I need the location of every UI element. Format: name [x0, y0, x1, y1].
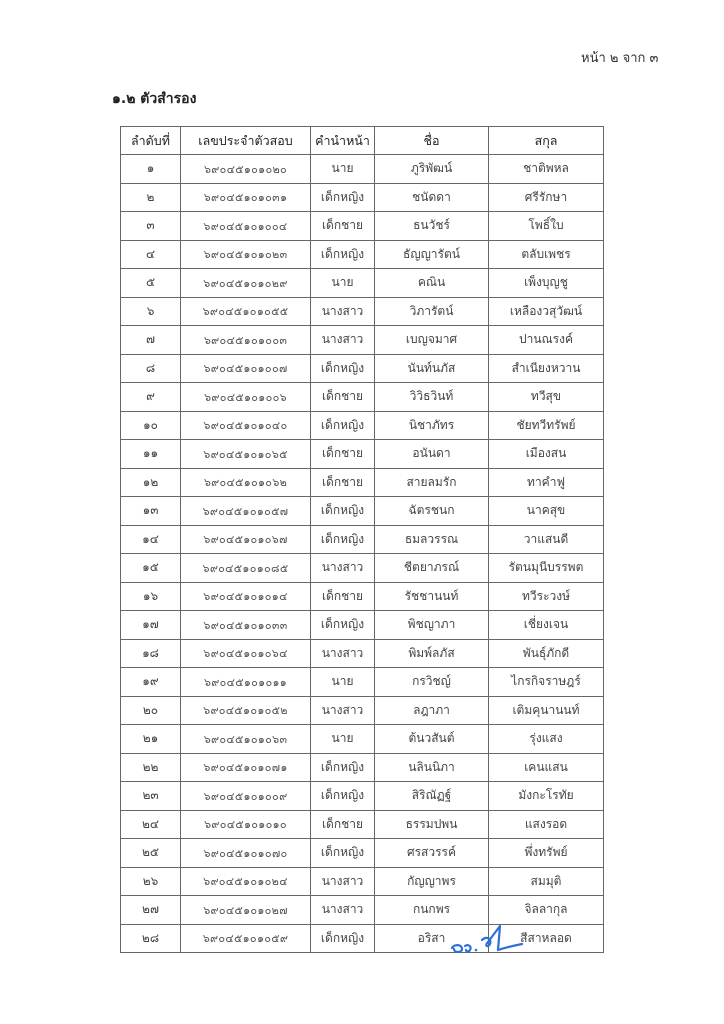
- row-prefix: นาย: [311, 725, 375, 754]
- row-first-name: ธนวัชร์: [375, 212, 489, 241]
- row-exam-id: ๖๙๐๔๕๑๐๑๐๓๓: [181, 611, 311, 640]
- row-exam-id: ๖๙๐๔๕๑๐๑๐๖๕: [181, 440, 311, 469]
- row-order: ๑๖: [121, 582, 181, 611]
- row-prefix: เด็กหญิง: [311, 411, 375, 440]
- row-order: ๒๓: [121, 782, 181, 811]
- row-exam-id: ๖๙๐๔๕๑๐๑๐๑๐: [181, 810, 311, 839]
- row-last-name: โพธิ์ใบ: [489, 212, 604, 241]
- row-first-name: ภูริพัฒน์: [375, 155, 489, 184]
- table-row: [121, 753, 604, 782]
- row-prefix: เด็กชาย: [311, 212, 375, 241]
- row-order: ๒๑: [121, 725, 181, 754]
- reserve-list-table: [120, 126, 604, 953]
- row-order: ๑๘: [121, 639, 181, 668]
- row-first-name: อริสา: [375, 924, 489, 953]
- row-exam-id: ๖๙๐๔๕๑๐๑๐๖๒: [181, 468, 311, 497]
- row-prefix: นาย: [311, 269, 375, 298]
- row-prefix: เด็กชาย: [311, 383, 375, 412]
- table-row: [121, 326, 604, 355]
- row-last-name: เพ็งบุญชู: [489, 269, 604, 298]
- table-row: [121, 411, 604, 440]
- row-prefix: เด็กชาย: [311, 440, 375, 469]
- row-order: ๑๕: [121, 554, 181, 583]
- table-row: [121, 525, 604, 554]
- row-order: ๒๕: [121, 839, 181, 868]
- row-first-name: สิริณัฏฐ์: [375, 782, 489, 811]
- row-last-name: รุ่งแสง: [489, 725, 604, 754]
- row-last-name: นาคสุข: [489, 497, 604, 526]
- row-first-name: วิวิธวินท์: [375, 383, 489, 412]
- row-last-name: ปานณรงค์: [489, 326, 604, 355]
- row-prefix: เด็กหญิง: [311, 611, 375, 640]
- row-last-name: วาแสนดี: [489, 525, 604, 554]
- row-first-name: นลินนิภา: [375, 753, 489, 782]
- table-row: [121, 468, 604, 497]
- table-row: [121, 440, 604, 469]
- row-prefix: นางสาว: [311, 867, 375, 896]
- row-first-name: ธรรมปพน: [375, 810, 489, 839]
- row-exam-id: ๖๙๐๔๕๑๐๑๐๕๙: [181, 924, 311, 953]
- table-row: [121, 240, 604, 269]
- row-prefix: เด็กหญิง: [311, 924, 375, 953]
- row-first-name: ธมลวรรณ: [375, 525, 489, 554]
- row-order: ๑๙: [121, 668, 181, 697]
- row-order: ๔: [121, 240, 181, 269]
- header-last-name: สกุล: [489, 127, 604, 155]
- row-order: ๑๑: [121, 440, 181, 469]
- table-row: [121, 183, 604, 212]
- row-order: ๒๔: [121, 810, 181, 839]
- handwritten-signature-icon: [448, 924, 528, 960]
- row-last-name: เมืองสน: [489, 440, 604, 469]
- row-last-name: ทาคำฟู: [489, 468, 604, 497]
- row-last-name: จิลลากุล: [489, 896, 604, 925]
- table-row: [121, 554, 604, 583]
- row-order: ๑๒: [121, 468, 181, 497]
- row-exam-id: ๖๙๐๔๕๑๐๑๐๒๐: [181, 155, 311, 184]
- row-last-name: เหลืองวสุวัฒน์: [489, 297, 604, 326]
- row-order: ๖: [121, 297, 181, 326]
- table-row: [121, 497, 604, 526]
- row-exam-id: ๖๙๐๔๕๑๐๑๐๐๔: [181, 212, 311, 241]
- header-first-name: ชื่อ: [375, 127, 489, 155]
- page-number: หน้า ๒ จาก ๓: [581, 51, 659, 66]
- row-last-name: มังกะโรทัย: [489, 782, 604, 811]
- header-exam-id: เลขประจำตัวสอบ: [181, 127, 311, 155]
- row-order: ๒๗: [121, 896, 181, 925]
- row-prefix: เด็กหญิง: [311, 183, 375, 212]
- table-row: [121, 383, 604, 412]
- row-order: ๘: [121, 354, 181, 383]
- row-order: ๑: [121, 155, 181, 184]
- row-prefix: เด็กหญิง: [311, 753, 375, 782]
- header-order: ลำดับที่: [121, 127, 181, 155]
- row-last-name: แสงรอด: [489, 810, 604, 839]
- row-first-name: นันท์นภัส: [375, 354, 489, 383]
- row-exam-id: ๖๙๐๔๕๑๐๑๐๕๒: [181, 696, 311, 725]
- row-first-name: วิภารัตน์: [375, 297, 489, 326]
- section-title: ๑.๒ ตัวสำรอง: [112, 91, 197, 107]
- row-order: ๓: [121, 212, 181, 241]
- row-first-name: ชีตยาภรณ์: [375, 554, 489, 583]
- row-first-name: พิชญาภา: [375, 611, 489, 640]
- row-last-name: ทวีระวงษ์: [489, 582, 604, 611]
- row-exam-id: ๖๙๐๔๕๑๐๑๐๑๑: [181, 668, 311, 697]
- table-header-row: [121, 127, 604, 155]
- row-order: ๗: [121, 326, 181, 355]
- row-exam-id: ๖๙๐๔๕๑๐๑๐๒๗: [181, 896, 311, 925]
- table-row: [121, 782, 604, 811]
- row-first-name: ฉัตรชนก: [375, 497, 489, 526]
- row-exam-id: ๖๙๐๔๕๑๐๑๐๖๓: [181, 725, 311, 754]
- table-row: [121, 297, 604, 326]
- row-order: ๑๓: [121, 497, 181, 526]
- row-exam-id: ๖๙๐๔๕๑๐๑๐๖๔: [181, 639, 311, 668]
- table-row: [121, 924, 604, 953]
- row-exam-id: ๖๙๐๔๕๑๐๑๐๒๙: [181, 269, 311, 298]
- row-first-name: ต้นวสันต์: [375, 725, 489, 754]
- row-last-name: ชาติพหล: [489, 155, 604, 184]
- row-first-name: สายลมรัก: [375, 468, 489, 497]
- row-exam-id: ๖๙๐๔๕๑๐๑๐๕๗: [181, 497, 311, 526]
- row-exam-id: ๖๙๐๔๕๑๐๑๐๐๙: [181, 782, 311, 811]
- row-first-name: อนันดา: [375, 440, 489, 469]
- row-order: ๕: [121, 269, 181, 298]
- row-exam-id: ๖๙๐๔๕๑๐๑๐๐๖: [181, 383, 311, 412]
- row-prefix: เด็กหญิง: [311, 497, 375, 526]
- table-row: [121, 354, 604, 383]
- row-first-name: ธัญญารัตน์: [375, 240, 489, 269]
- row-prefix: นางสาว: [311, 297, 375, 326]
- row-prefix: เด็กชาย: [311, 582, 375, 611]
- row-last-name: สมมุติ: [489, 867, 604, 896]
- row-order: ๒๐: [121, 696, 181, 725]
- table-row: [121, 269, 604, 298]
- row-prefix: นางสาว: [311, 896, 375, 925]
- row-first-name: กนกพร: [375, 896, 489, 925]
- row-last-name: ชัยทวีทรัพย์: [489, 411, 604, 440]
- row-first-name: รัชชานนท์: [375, 582, 489, 611]
- row-order: ๒๘: [121, 924, 181, 953]
- row-last-name: ไกรกิจราษฎร์: [489, 668, 604, 697]
- row-exam-id: ๖๙๐๔๕๑๐๑๐๐๗: [181, 354, 311, 383]
- row-first-name: เบญจมาศ: [375, 326, 489, 355]
- row-last-name: เชี่ยงเจน: [489, 611, 604, 640]
- row-order: ๑๔: [121, 525, 181, 554]
- row-exam-id: ๖๙๐๔๕๑๐๑๐๗๑: [181, 753, 311, 782]
- table-row: [121, 696, 604, 725]
- row-last-name: ศรีรักษา: [489, 183, 604, 212]
- row-prefix: เด็กชาย: [311, 468, 375, 497]
- row-exam-id: ๖๙๐๔๕๑๐๑๐๒๔: [181, 867, 311, 896]
- table-row: [121, 867, 604, 896]
- row-prefix: นาย: [311, 668, 375, 697]
- row-prefix: เด็กหญิง: [311, 354, 375, 383]
- row-prefix: เด็กหญิง: [311, 240, 375, 269]
- row-prefix: เด็กชาย: [311, 810, 375, 839]
- row-exam-id: ๖๙๐๔๕๑๐๑๐๒๓: [181, 240, 311, 269]
- row-last-name: เติมคุนานนท์: [489, 696, 604, 725]
- row-first-name: คณิน: [375, 269, 489, 298]
- table-row: [121, 839, 604, 868]
- row-exam-id: ๖๙๐๔๕๑๐๑๐๖๗: [181, 525, 311, 554]
- row-exam-id: ๖๙๐๔๕๑๐๑๐๐๓: [181, 326, 311, 355]
- row-last-name: พันธุ์ภักดี: [489, 639, 604, 668]
- row-order: ๒๖: [121, 867, 181, 896]
- row-prefix: นางสาว: [311, 696, 375, 725]
- row-last-name: สีสาหลอด: [489, 924, 604, 953]
- row-order: ๒๒: [121, 753, 181, 782]
- row-exam-id: ๖๙๐๔๕๑๐๑๐๑๔: [181, 582, 311, 611]
- table-row: [121, 896, 604, 925]
- row-first-name: พิมพ์ลภัส: [375, 639, 489, 668]
- table-row: [121, 639, 604, 668]
- row-exam-id: ๖๙๐๔๕๑๐๑๐๕๕: [181, 297, 311, 326]
- table-row: [121, 155, 604, 184]
- row-exam-id: ๖๙๐๔๕๑๐๑๐๔๐: [181, 411, 311, 440]
- table-row: [121, 582, 604, 611]
- header-prefix: คำนำหน้า: [311, 127, 375, 155]
- row-last-name: พึ่งทรัพย์: [489, 839, 604, 868]
- row-first-name: กรวิชญ์: [375, 668, 489, 697]
- row-first-name: กัญญาพร: [375, 867, 489, 896]
- row-last-name: เคนแสน: [489, 753, 604, 782]
- row-last-name: ตลับเพชร: [489, 240, 604, 269]
- row-prefix: เด็กหญิง: [311, 782, 375, 811]
- row-first-name: ชนัดดา: [375, 183, 489, 212]
- table-row: [121, 611, 604, 640]
- row-last-name: รัตนมุนีบรรพต: [489, 554, 604, 583]
- table-row: [121, 725, 604, 754]
- row-prefix: เด็กหญิง: [311, 839, 375, 868]
- row-order: ๙: [121, 383, 181, 412]
- row-first-name: ลฎาภา: [375, 696, 489, 725]
- table-row: [121, 810, 604, 839]
- row-first-name: ศรสวรรค์: [375, 839, 489, 868]
- table-row: [121, 668, 604, 697]
- row-first-name: นิชาภัทร: [375, 411, 489, 440]
- row-order: ๑๗: [121, 611, 181, 640]
- row-order: ๑๐: [121, 411, 181, 440]
- row-exam-id: ๖๙๐๔๕๑๐๑๐๘๕: [181, 554, 311, 583]
- row-exam-id: ๖๙๐๔๕๑๐๑๐๗๐: [181, 839, 311, 868]
- row-prefix: เด็กหญิง: [311, 525, 375, 554]
- row-last-name: สำเนียงหวาน: [489, 354, 604, 383]
- row-last-name: ทวีสุข: [489, 383, 604, 412]
- row-prefix: นางสาว: [311, 326, 375, 355]
- row-order: ๒: [121, 183, 181, 212]
- row-prefix: นางสาว: [311, 554, 375, 583]
- row-prefix: นางสาว: [311, 639, 375, 668]
- row-exam-id: ๖๙๐๔๕๑๐๑๐๓๑: [181, 183, 311, 212]
- table-row: [121, 212, 604, 241]
- row-prefix: นาย: [311, 155, 375, 184]
